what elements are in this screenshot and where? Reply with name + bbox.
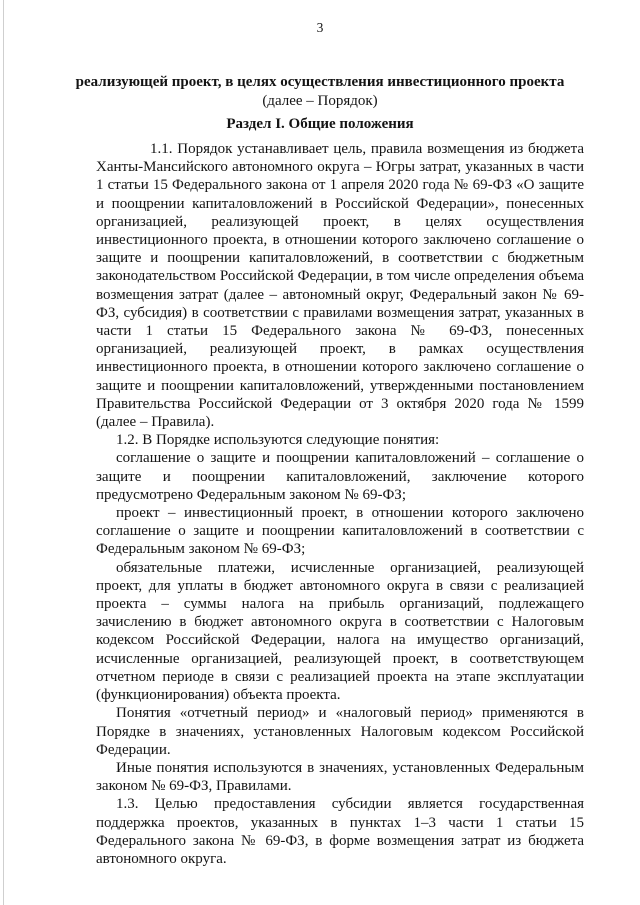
paragraph-1-1: 1.1. Порядок устанавливает цель, правила возмещения из бюджета Ханты-Мансийского автономного округа – Югры затрат, указанных в части 1 статьи 15 Федерального закона от 1 апреля 2020 года № 69-ФЗ «О защите и поощрении капиталовложений в Российской Федерации», понесенных организацией, реализующей проект, в целях осуществления инвестиционного проекта, в отношении которого заключено соглашение о защите и поощрении капиталовложений, в соответствии с бюджетным законодательством Российской Федерации, в том числе определения объема возмещения затрат (далее – автономный округ, Федеральный закон № 69-ФЗ, субсидия) в соответствии с правилами возмещения затрат, указанных в части 1 статьи 15 Федерального закона № 69-ФЗ, понесенных организацией, реализующей проект, в рамках осуществления инвестиционного проекта, в отношении которого заключено соглашение о защите и поощрении капиталовложений, утвержденными постановлением Правительства Российской Федерации от 3 октября 2020 года № 1599 (далее – Правила). <box>96 141 584 431</box>
scan-edge-line <box>3 0 4 905</box>
paragraph-1-3: 1.3. Целью предоставления субсидии является государственная поддержка проектов, указанных в пунктах 1–3 части 1 статьи 15 Федерального закона № 69-ФЗ, в форме возмещения затрат из бюджета автономного округа. <box>96 796 584 867</box>
definition-project: проект – инвестиционный проект, в отношении которого заключено соглашение о защите и поощрении капиталовложений в соответствии с Федеральным законом № 69-ФЗ; <box>96 505 584 558</box>
page-number: 3 <box>316 20 324 35</box>
paragraph-other-terms: Иные понятия используются в значениях, установленных Федеральным законом № 69-ФЗ, Правилами. <box>96 759 584 795</box>
paragraph-1-2: 1.2. В Порядке используются следующие понятия: <box>116 432 440 449</box>
definition-agreement: соглашение о защите и поощрении капиталовложений – соглашение о защите и поощрении капиталовложений, заключение которого предусмотрено Федеральным законом № 69-ФЗ; <box>96 450 584 503</box>
heading-line-1: реализующей проект, в целях осуществления инвестиционного проекта <box>75 74 565 90</box>
section-title: Раздел I. Общие положения <box>226 116 414 132</box>
heading-line-2: (далее – Порядок) <box>262 93 378 109</box>
document-heading <box>0 73 640 111</box>
definition-mandatory-payments: обязательные платежи, исчисленные организацией, реализующей проект, для уплаты в бюджет автономного округа в связи с реализацией проекта – суммы налога на прибыль организаций, подлежащего зачислению в бюджет автономного округа в соответствии с Налоговым кодексом Российской Федерации, налога на имущество организаций, исчисленные организацией, реализующей проект, в соответствующем отчетном периоде в связи с реализацией проекта на этапе эксплуатации (функционирования) объекта проекта. <box>96 559 584 704</box>
paragraph-periods: Понятия «отчетный период» и «налоговый период» применяются в Порядке в значениях, установленных Налоговым кодексом Российской Федерации. <box>96 705 584 758</box>
document-body <box>96 140 584 868</box>
